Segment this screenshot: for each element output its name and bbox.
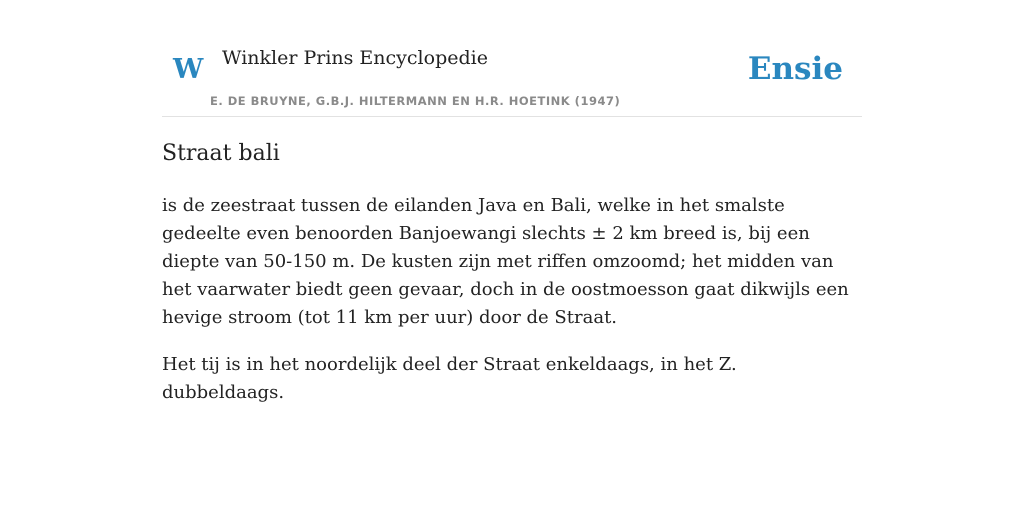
article — [162, 136, 862, 407]
page-header — [162, 0, 862, 117]
encyclopedia-title[interactable]: Winkler Prins Encyclopedie — [222, 47, 488, 69]
article-paragraph: is de zeestraat tussen de eilanden Java en Bali, welke in het smalste gedeelte even benoorden Banjoewangi slechts ± 2 km breed is, bij een diepte van 50-150 m. De kusten zijn met riffen omzoomd; het midden van het vaarwater biedt geen gevaar, doch in de oostmoesson gaat dikwijls een hevige stroom (tot 11 km per uur) door de Straat. — [162, 195, 849, 328]
encyclopedia-authors: E. DE BRUYNE, G.B.J. HILTERMANN EN H.R. HOETINK (1947) — [210, 94, 621, 108]
encyclopedia-logo[interactable]: W — [173, 54, 204, 85]
ensie-logo-link[interactable]: Ensie — [747, 51, 843, 87]
article-title: Straat bali — [162, 141, 280, 166]
article-paragraph: Het tij is in het noordelijk deel der Straat enkeldaags, in het Z. dubbeldaags. — [162, 354, 737, 403]
